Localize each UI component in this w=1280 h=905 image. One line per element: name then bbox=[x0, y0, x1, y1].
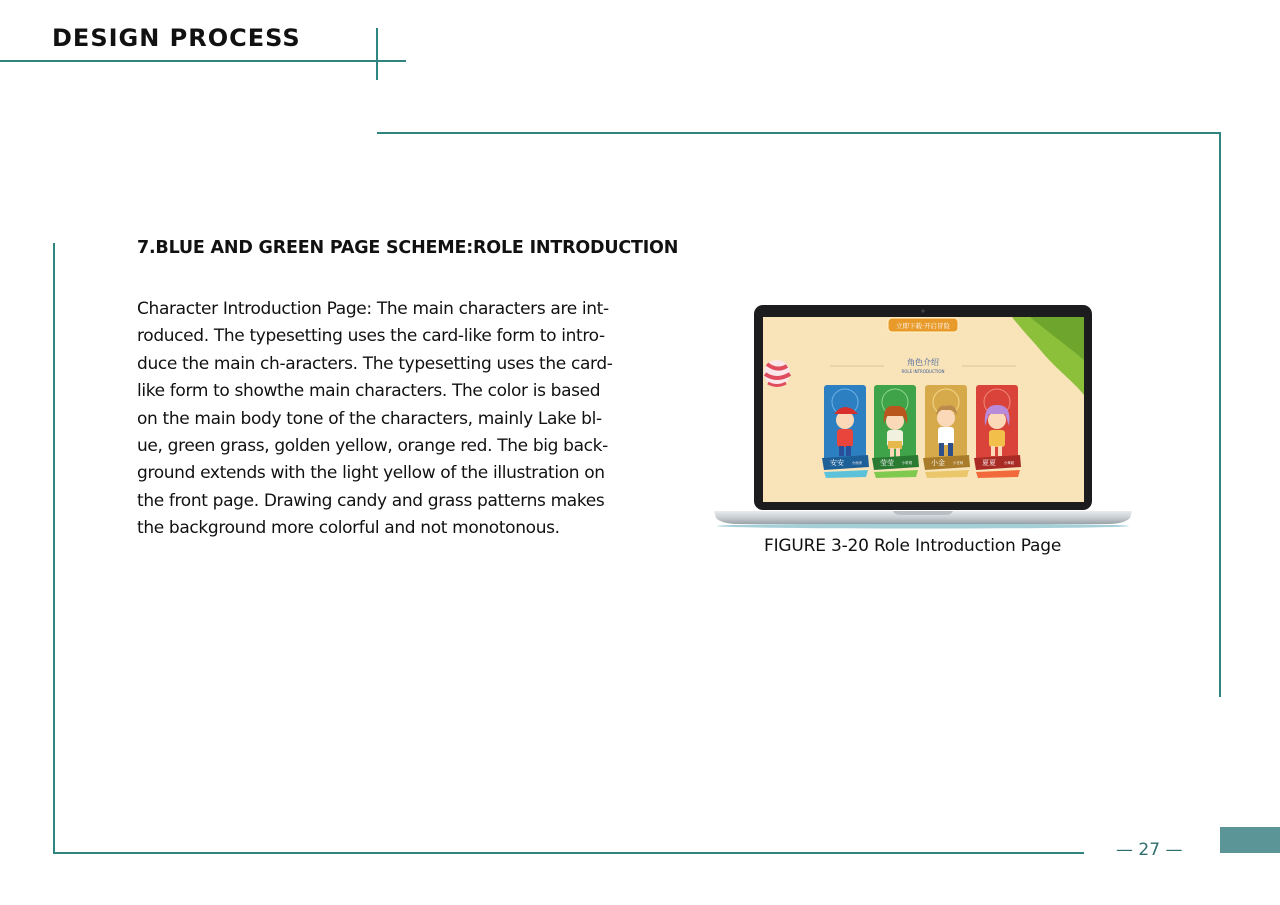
header-vertical-tick bbox=[376, 28, 378, 80]
body-line: roduced. The typesetting uses the card-like form to intro- bbox=[137, 326, 605, 347]
svg-text:小舞蹈: 小舞蹈 bbox=[1003, 461, 1015, 465]
body-line: ue, green grass, golden yellow, orange red. The big back- bbox=[137, 436, 608, 457]
frame-top-line bbox=[377, 132, 1221, 134]
section-body bbox=[137, 296, 657, 543]
frame-right-line bbox=[1219, 132, 1221, 697]
header-underline bbox=[0, 60, 406, 62]
svg-text:夏夏: 夏夏 bbox=[982, 459, 996, 467]
svg-text:莹莹: 莹莹 bbox=[880, 459, 894, 467]
corner-accent-tab bbox=[1220, 827, 1280, 853]
svg-text:小歌唱: 小歌唱 bbox=[901, 461, 913, 465]
body-line: the front page. Drawing candy and grass patterns makes bbox=[137, 490, 605, 511]
page-header-title: DESIGN PROCESS bbox=[52, 24, 301, 52]
character-card bbox=[974, 385, 1021, 478]
page-number: — 27 — bbox=[1116, 840, 1183, 860]
laptop-shadow bbox=[717, 524, 1129, 529]
frame-left-line bbox=[53, 243, 55, 854]
body-line: like form to showthe main characters. The color is based bbox=[137, 381, 601, 402]
camera-dot bbox=[921, 309, 924, 312]
svg-text:小画家: 小画家 bbox=[851, 461, 863, 465]
candy-decoration bbox=[764, 360, 790, 386]
body-line: ground extends with the light yellow of the illustration on bbox=[137, 463, 605, 484]
screen-title-cn: 角色介绍 bbox=[907, 358, 939, 367]
svg-text:安安: 安安 bbox=[830, 459, 844, 467]
laptop-mockup-figure bbox=[712, 300, 1134, 532]
section-heading: 7.BLUE AND GREEN PAGE SCHEME:ROLE INTRODUCTION bbox=[137, 238, 679, 258]
body-line: the background more colorful and not monotonous. bbox=[137, 518, 560, 539]
character-card bbox=[822, 385, 869, 478]
screen-title-en: ROLE INTRODUCTION bbox=[901, 369, 945, 374]
download-button-label: 立即下载·开启冒险 bbox=[895, 322, 951, 330]
character-card bbox=[923, 385, 970, 478]
svg-text:小老师: 小老师 bbox=[952, 461, 964, 465]
character-card bbox=[872, 385, 919, 478]
laptop-illustration bbox=[712, 300, 1134, 532]
svg-text:小金: 小金 bbox=[931, 459, 945, 467]
body-line: duce the main ch-aracters. The typesetting uses the card- bbox=[137, 353, 613, 374]
frame-bottom-line bbox=[53, 852, 1084, 854]
body-line: on the main body tone of the characters, mainly Lake bl- bbox=[137, 408, 602, 429]
body-line: Character Introduction Page: The main characters are int- bbox=[137, 299, 609, 319]
figure-caption: FIGURE 3-20 Role Introduction Page bbox=[764, 536, 1062, 556]
